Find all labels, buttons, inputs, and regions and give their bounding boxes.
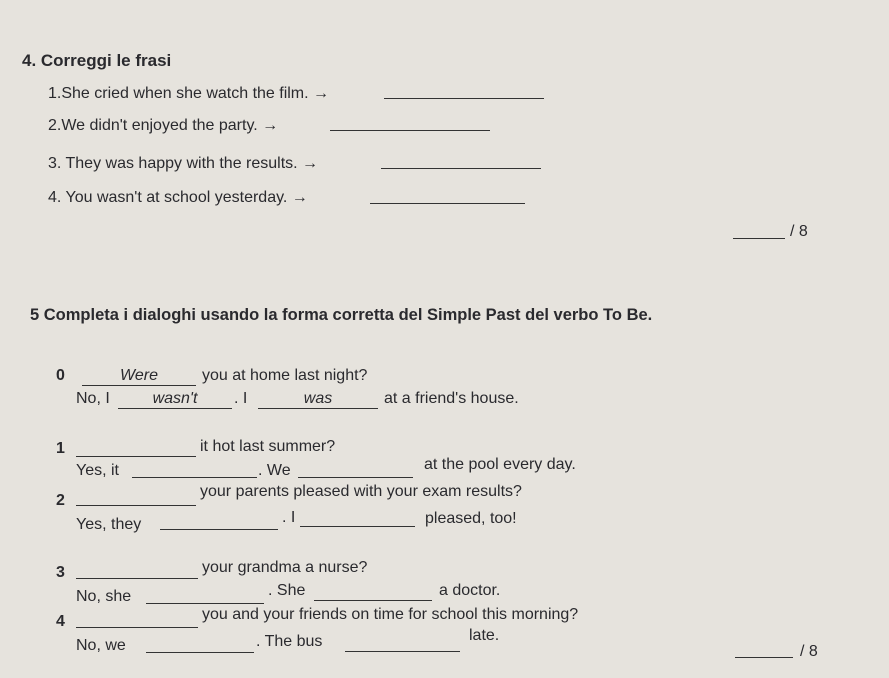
ex4-score: / 8 xyxy=(790,223,808,240)
ex4-sentence-2: 2.We didn't enjoyed the party. → xyxy=(48,117,279,134)
ex5-item2-question-blank[interactable] xyxy=(76,505,196,506)
ex5-item-num-0: 0 xyxy=(56,367,65,384)
ex5-score: / 8 xyxy=(800,643,818,660)
ex4-score-line[interactable] xyxy=(733,238,785,239)
ex4-answer-line-1[interactable] xyxy=(384,98,544,99)
ex5-item1-blank-2[interactable] xyxy=(298,477,413,478)
ex5-item1-answer-end: at the pool every day. xyxy=(424,456,576,473)
ex5-example-answer-1: Were xyxy=(82,368,196,386)
ex5-item-num-4: 4 xyxy=(56,613,65,630)
ex5-item4-question-blank[interactable] xyxy=(76,627,198,628)
ex5-item2-blank-2[interactable] xyxy=(300,526,415,527)
ex5-item1-answer-mid: . We xyxy=(258,462,291,479)
ex5-item4-blank-1[interactable] xyxy=(146,652,254,653)
ex5-example-question: you at home last night? xyxy=(202,367,368,384)
ex5-item1-answer-start: Yes, it xyxy=(76,462,119,479)
ex5-item3-question-blank[interactable] xyxy=(76,578,198,579)
ex5-item3-blank-2[interactable] xyxy=(314,600,432,601)
ex5-example-answer-start: No, I xyxy=(76,390,110,407)
ex5-example-answer-end: at a friend's house. xyxy=(384,390,519,407)
ex5-item2-blank-1[interactable] xyxy=(160,529,278,530)
ex5-example-answer-2: wasn't xyxy=(118,391,232,409)
exercise-4-title: 4. Correggi le frasi xyxy=(22,51,172,70)
ex5-item3-blank-1[interactable] xyxy=(146,603,264,604)
ex5-item-num-2: 2 xyxy=(56,492,65,509)
ex5-item2-question: your parents pleased with your exam results? xyxy=(200,483,522,500)
ex4-sentence-1: 1.She cried when she watch the film. → xyxy=(48,85,330,102)
ex5-item3-answer-end: a doctor. xyxy=(439,582,501,599)
ex5-item1-question: it hot last summer? xyxy=(200,438,336,455)
ex5-item4-question: you and your friends on time for school this morning? xyxy=(202,606,579,623)
ex5-example-answer-3: was xyxy=(258,391,378,409)
ex5-score-line[interactable] xyxy=(735,657,793,658)
ex4-sentence-3: 3. They was happy with the results. → xyxy=(48,155,319,172)
ex5-item1-blank-1[interactable] xyxy=(132,477,257,478)
ex5-item-num-3: 3 xyxy=(56,564,65,581)
ex5-item3-question: your grandma a nurse? xyxy=(202,559,368,576)
ex5-item4-answer-mid: . The bus xyxy=(256,633,323,650)
exercise-5-title: 5 Completa i dialoghi usando la forma corretta del Simple Past del verbo To Be. xyxy=(30,306,653,324)
ex4-answer-line-2[interactable] xyxy=(330,130,490,131)
ex5-item2-answer-start: Yes, they xyxy=(76,516,142,533)
ex5-item4-answer-end: late. xyxy=(469,627,500,644)
ex5-item3-answer-mid: . She xyxy=(268,582,306,599)
ex5-item2-answer-end: pleased, too! xyxy=(425,510,517,527)
ex5-item3-answer-start: No, she xyxy=(76,588,132,605)
ex5-item2-answer-mid: . I xyxy=(282,509,296,526)
ex5-example-answer-mid: . I xyxy=(234,390,248,407)
ex5-item-num-1: 1 xyxy=(56,440,65,457)
ex4-answer-line-4[interactable] xyxy=(370,203,525,204)
ex4-sentence-4: 4. You wasn't at school yesterday. → xyxy=(48,189,308,206)
ex5-item4-blank-2[interactable] xyxy=(345,651,460,652)
ex4-answer-line-3[interactable] xyxy=(381,168,541,169)
ex5-item1-question-blank[interactable] xyxy=(76,456,196,457)
ex5-item4-answer-start: No, we xyxy=(76,637,126,654)
